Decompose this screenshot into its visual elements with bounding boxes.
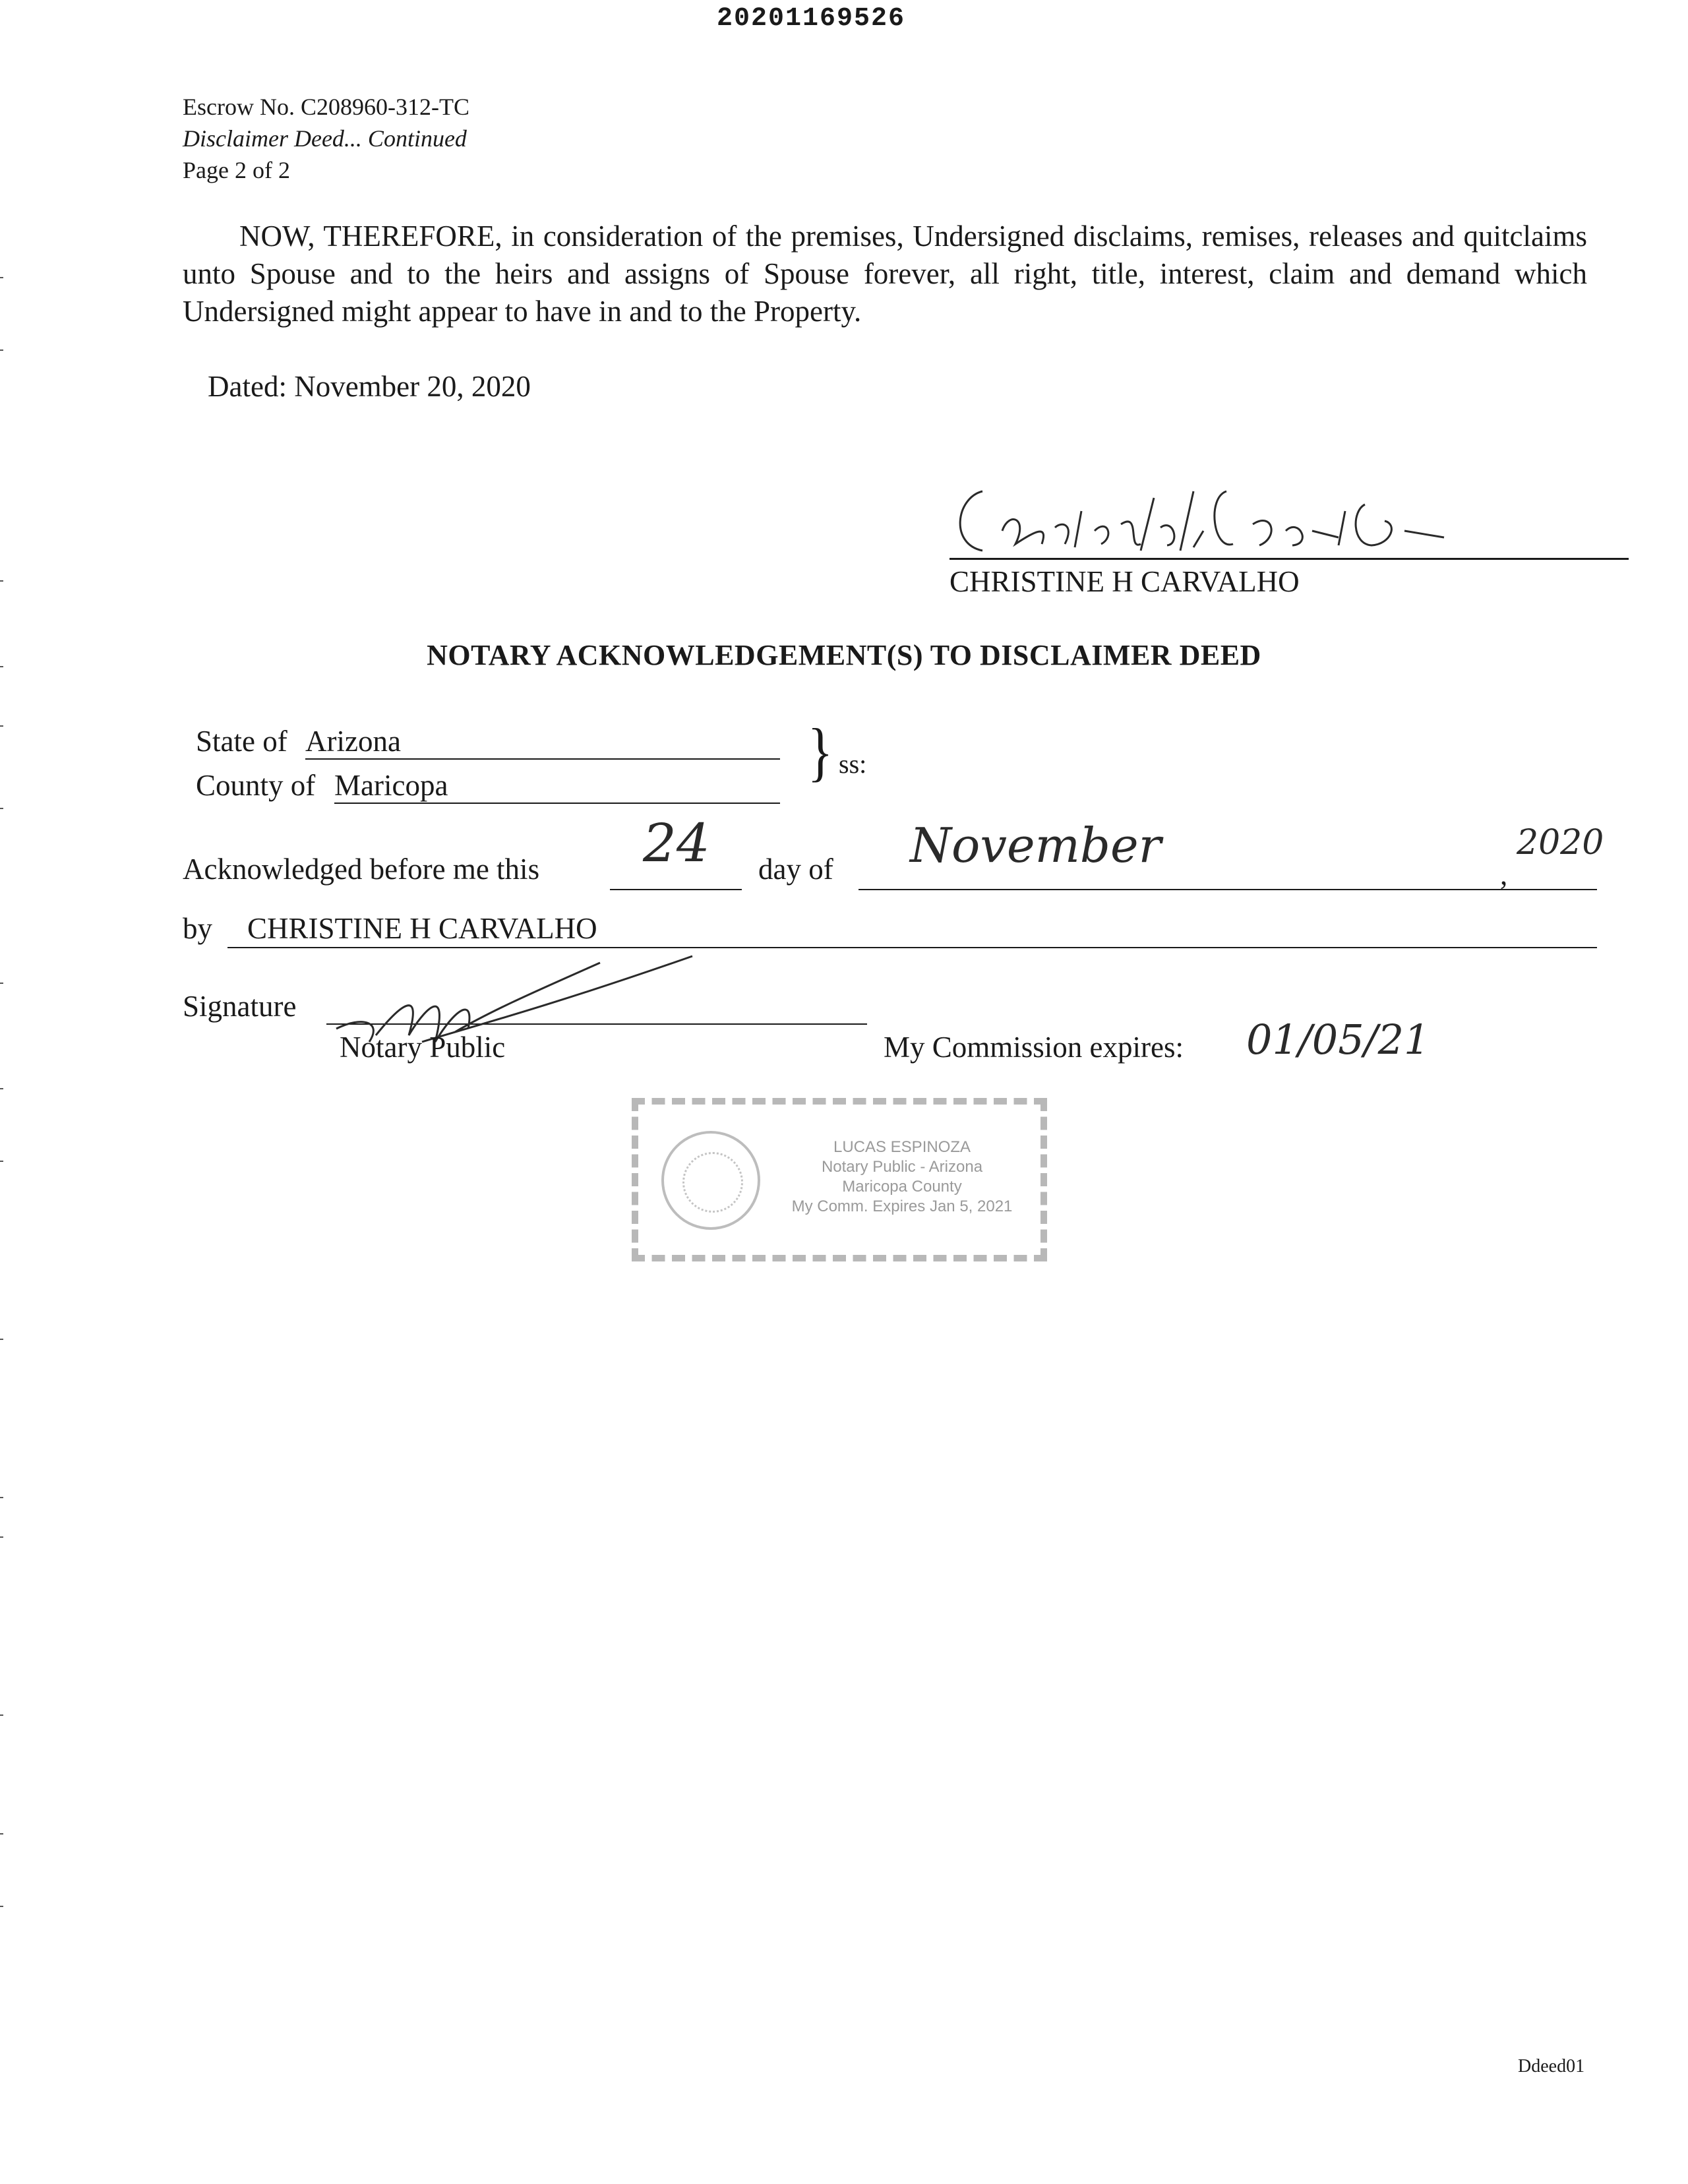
margin-tick [0, 1833, 3, 1835]
footer-code: Ddeed01 [1518, 2056, 1585, 2077]
signer-printed-name: CHRISTINE H CARVALHO [950, 565, 1300, 598]
county-value [334, 768, 780, 804]
recording-number: 20201169526 [717, 4, 906, 34]
dated-line: Dated: November 20, 2020 [208, 370, 531, 403]
signature-label: Signature [183, 990, 297, 1023]
margin-tick [0, 1536, 3, 1538]
by-label: by [183, 912, 212, 945]
margin-tick [0, 349, 3, 351]
margin-tick [0, 1161, 3, 1162]
stamp-line-expires: My Comm. Expires Jan 5, 2021 [791, 1198, 1013, 1215]
by-underline [227, 947, 1597, 948]
margin-tick [0, 580, 3, 582]
state-value [305, 724, 780, 760]
page-number: Page 2 of 2 [183, 157, 290, 183]
commission-label: My Commission expires: [884, 1031, 1184, 1064]
brace: } [807, 715, 833, 788]
county-label: County of [196, 769, 316, 802]
year-value: 2020 [1517, 823, 1604, 863]
margin-tick [0, 666, 3, 667]
stamp-line-name: LUCAS ESPINOZA [833, 1138, 971, 1156]
margin-tick [0, 808, 3, 809]
notary-seal-icon [661, 1131, 760, 1230]
margin-tick [0, 1906, 3, 1907]
margin-tick [0, 1339, 3, 1340]
month-value: November [910, 818, 1162, 873]
margin-tick [0, 983, 3, 984]
notary-title: NOTARY ACKNOWLEDGEMENT(S) TO DISCLAIMER DEED [427, 639, 1261, 671]
continued-label: Disclaimer Deed... Continued [183, 125, 467, 152]
state-value-text: Arizona [305, 725, 401, 758]
ss-label: ss: [839, 749, 867, 779]
margin-tick [0, 1497, 3, 1498]
notary-public-label: Notary Public [340, 1031, 506, 1064]
signer-signature [943, 471, 1602, 561]
stamp-text [777, 1138, 1027, 1217]
stamp-line-county: Maricopa County [842, 1178, 962, 1196]
margin-tick [0, 277, 3, 278]
document-header [183, 91, 469, 186]
by-value: CHRISTINE H CARVALHO [247, 912, 597, 945]
notary-stamp [632, 1098, 1047, 1261]
state-label: State of [196, 725, 287, 758]
escrow-number: Escrow No. C208960-312-TC [183, 94, 469, 120]
margin-tick [0, 725, 3, 727]
margin-tick [0, 1088, 3, 1089]
month-underline [859, 889, 1597, 890]
county-value-text: Maricopa [334, 769, 448, 802]
day-value: 24 [643, 812, 710, 874]
day-of-label: day of [758, 853, 833, 886]
acknowledged-label: Acknowledged before me this [183, 853, 540, 886]
margin-tick [0, 1714, 3, 1716]
stamp-line-title: Notary Public - Arizona [821, 1158, 983, 1176]
day-underline [610, 889, 742, 890]
commission-value: 01/05/21 [1246, 1016, 1430, 1064]
comma: , [1500, 858, 1508, 891]
signer-signature-line [950, 558, 1629, 560]
body-paragraph: NOW, THEREFORE, in consideration of the premises, Undersigned disclaims, remises, releases and quitclaims unto Spouse and to the heirs and assigns of Spouse forever, all right, title, interest, claim and demand which Undersigned might appear to have in and to the Property. [183, 220, 1587, 328]
